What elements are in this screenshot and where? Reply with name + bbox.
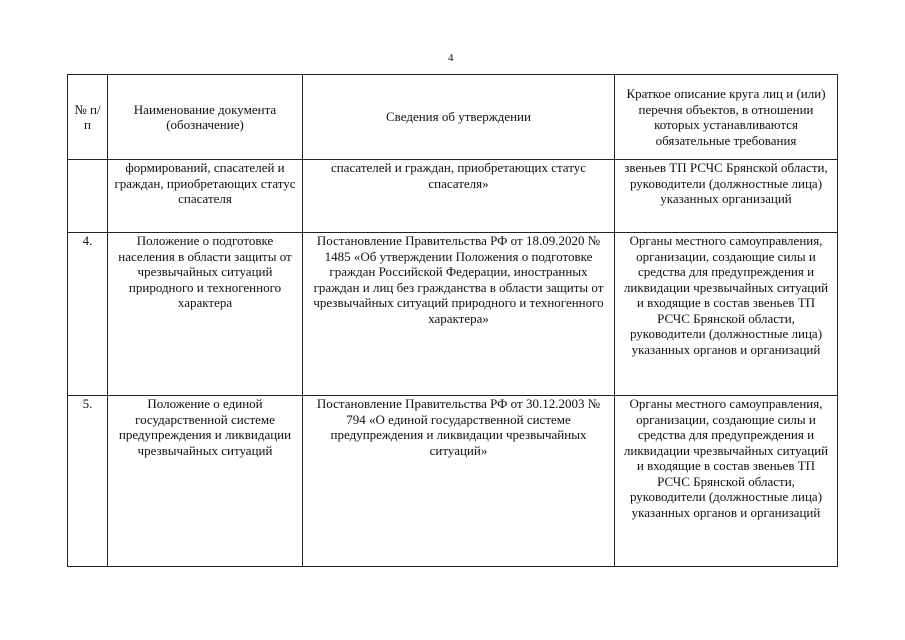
table-header-row <box>68 75 838 160</box>
row-number: 4. <box>68 233 108 396</box>
approval-info-cell: спасателей и граждан, приобретающих статус спасателя» <box>303 160 615 233</box>
document-name-cell: Положение о единой государственной системе предупреждения и ликвидации чрезвычайных ситуаций <box>108 396 303 567</box>
scope-description-cell: Органы местного самоуправления, организации, создающие силы и средства для предупреждения и ликвидации чрезвычайных ситуаций и входящие в состав звеньев ТП РСЧС Брянской области, руководители (должностные лица) указанных органов и организаций <box>615 233 838 396</box>
table-row <box>68 396 838 567</box>
header-num: № п/п <box>68 75 108 160</box>
table-row <box>68 160 838 233</box>
row-number: 5. <box>68 396 108 567</box>
scope-description-cell: Органы местного самоуправления, организации, создающие силы и средства для предупреждения и ликвидации чрезвычайных ситуаций и входящие в состав звеньев ТП РСЧС Брянской области, руководители (должностные лица) указанных органов и организаций <box>615 396 838 567</box>
scope-description-cell: звеньев ТП РСЧС Брянской области, руководители (должностные лица) указанных организаций <box>615 160 838 233</box>
requirements-table <box>67 74 838 567</box>
approval-info-cell: Постановление Правительства РФ от 30.12.2003 № 794 «О единой государственной системе предупреждения и ликвидации чрезвычайных ситуаций» <box>303 396 615 567</box>
table-row <box>68 233 838 396</box>
approval-info-cell: Постановление Правительства РФ от 18.09.2020 № 1485 «Об утверждении Положения о подготовке граждан Российской Федерации, иностранных граждан и лиц без гражданства в области защиты от чрезвычайных ситуаций природного и техногенного характера» <box>303 233 615 396</box>
header-document-name: Наименование документа (обозначение) <box>108 75 303 160</box>
header-approval-info: Сведения об утверждении <box>303 75 615 160</box>
row-number <box>68 160 108 233</box>
document-name-cell: формирований, спасателей и граждан, приобретающих статус спасателя <box>108 160 303 233</box>
header-scope-description: Краткое описание круга лиц и (или) перечня объектов, в отношении которых устанавливаются обязательные требования <box>615 75 838 160</box>
document-name-cell: Положение о подготовке населения в области защиты от чрезвычайных ситуаций природного и техногенного характера <box>108 233 303 396</box>
page-number: 4 <box>448 52 454 64</box>
